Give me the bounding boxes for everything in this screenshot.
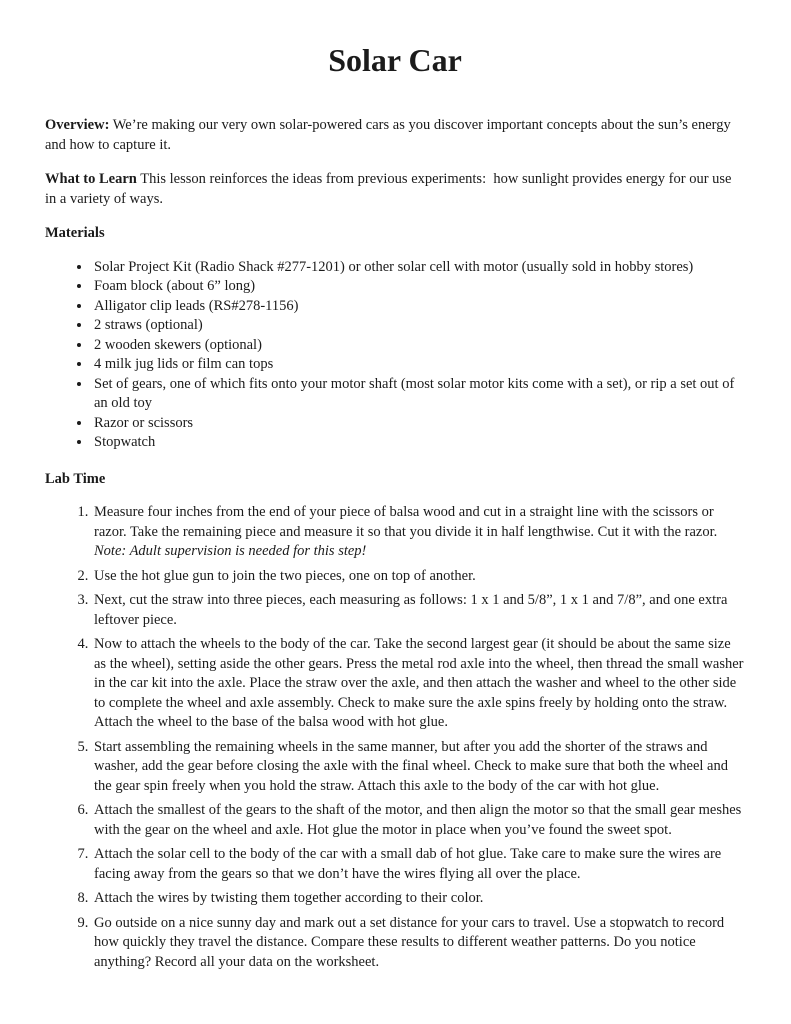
step-item [92,635,748,733]
what-to-learn-paragraph [45,170,745,209]
materials-list [45,258,745,453]
step-text: Attach the smallest of the gears to the shaft of the motor, and then align the motor so that the small gear meshes with the gear on the wheel and axle. Hot glue the motor in place when you’ve found the sweet spot. [94,802,745,838]
lab-time-heading: Lab Time [45,470,106,487]
material-item: • Solar Project Kit (Radio Shack #277-1201) or other solar cell with motor (usually sold in hobby stores) [92,258,745,278]
material-item: • 2 straws (optional) [92,316,745,336]
material-item: • Razor or scissors [92,414,745,434]
material-item: • Foam block (about 6” long) [92,277,745,297]
overview-lead: Overview: [45,117,110,133]
step-text: Now to attach the wheels to the body of the car. Take the second largest gear (it should be about the same size as the wheel), setting aside the other gears. Press the metal rod axle into the wheel, then thread the small washer in the car kit into the axle. Place the straw over the axle, and then attach the washer and wheel to the other side to complete the wheel and axle assembly. Check to make sure the axle spins freely by holding onto the straw. Attach the wheel to the base of the balsa wood with hot glue. [94,636,748,730]
what-to-learn-lead: What to Learn [45,171,137,187]
step-text: Use the hot glue gun to join the two pieces, one on top of another. [94,567,476,584]
step-text: Attach the solar cell to the body of the car with a small dab of hot glue. Take care to make sure the wires are facing away from the gears so that we don’t have the wires flying all over the place. [94,846,725,882]
step-text: Attach the wires by twisting them together according to their color. [94,890,484,906]
step-item [92,914,745,973]
step-item [92,503,745,562]
material-item: • Stopwatch [92,433,745,453]
step-text: Start assembling the remaining wheels in the same manner, but after you add the shorter of the straws and washer, add the gear before closing the axle with the final wheel. Check to make sure that both the wheel and the gear spin freely when you hold the straw. Attach this axle to the body of the car with hot glue. [94,738,732,794]
page-title: Solar Car [328,42,462,78]
step-item [92,567,745,587]
step-item [92,801,745,840]
step-item [92,845,745,884]
step-text: Next, cut the straw into three pieces, each measuring as follows: 1 x 1 and 5/8”, 1 x 1 and 7/8”, and one extra leftover piece. [94,592,732,628]
what-to-learn-text: This lesson reinforces the ideas from previous experiments: how sunlight provides energy for our use in a variety of ways. [45,171,736,207]
steps-list [45,503,748,972]
materials-heading: Materials [45,225,105,241]
step-item [92,591,745,630]
step-item [92,738,745,797]
material-item: • Set of gears, one of which fits onto your motor shaft (most solar motor kits come with a set), or rip a set out of an old toy [92,375,745,414]
material-item: • Alligator clip leads (RS#278-1156) [92,297,745,317]
step-note: Note: Adult supervision is needed for this step! [94,543,367,559]
overview-text: We’re making our very own solar-powered cars as you discover important concepts about the sun’s energy and how to capture it. [45,117,735,153]
step-item [92,889,745,909]
material-item: • 4 milk jug lids or film can tops [92,355,745,375]
material-item: • 2 wooden skewers (optional) [92,336,745,356]
step-text: Measure four inches from the end of your piece of balsa wood and cut in a straight line with the scissors or razor. Take the remaining piece and measure it so that you divide it in half lengthwise. Cut it with the razor. [94,504,721,540]
overview-paragraph [45,116,745,155]
step-text: Go outside on a nice sunny day and mark out a set distance for your cars to travel. Use a stopwatch to record how quickly they travel the distance. Compare these results to different weather patterns. Do you notice anything? Record all your data on the worksheet. [94,914,728,970]
